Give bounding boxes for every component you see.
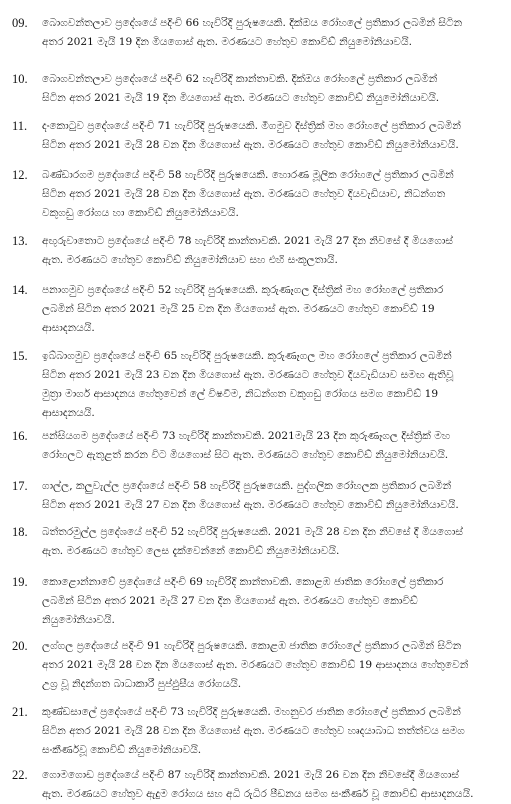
entry-number: 13. <box>12 234 28 248</box>
entry-text-line: ඇත. මරණයට හේතුව ඇදුම රෝගය සහ අධි රුධිර පීඩනය සමග සංකීර්ණ වූ කොවිඩ් ආසාදනයයි. <box>42 788 474 800</box>
entry-number: 11. <box>12 119 28 133</box>
entry-text-line: සංකීර්ණවූ කොවිඩ් නියුමෝනියාවයි. <box>42 744 202 756</box>
entry-text-line: දංකොටුව ප්‍රදේශයේ පදිංචි 71 හැවිරිදි පුරුෂයෙකි. මීගමුව දිස්ත්‍රික් මහ රෝහලේ ප්‍රතිකාර ලබමින් <box>42 120 461 132</box>
entry-text-line: පනාගමුව ප්‍රදේශයේ පදිංචි 52 හැවිරිදි පුරුෂයෙකි. කුරුණෑගල දිස්ත්‍රික් මහ රෝහලේ ප්‍රතිකාර <box>42 284 444 296</box>
entry-number: 17. <box>12 479 28 493</box>
entry-text <box>42 281 480 338</box>
entry-text-line: ගොමගොඩ ප්‍රදේශයේ පදිංචි 87 හැවිරිදි කාන්තාවකි. 2021 මැයි 26 වන දින නිවසේදී මියගොස් <box>42 769 459 781</box>
entry-text <box>42 70 480 108</box>
entry-text-line: බොගවන්තලාව ප්‍රදේශයේ පදිංචි 66 හැවිරිදි පුරුෂයෙකි. දික්ඔය රෝහලේ ප්‍රතිකාර ලබමින් සිටින <box>42 17 463 29</box>
entry-text-line: ලග්ගල ප්‍රදේශයේ පදිංචි 91 හැවිරිදි පුරුෂයෙකි. කොළඹ ජාතික රෝහලේ ප්‍රතිකාර ලබමින් සිටින <box>42 640 462 652</box>
entry-text <box>42 703 480 760</box>
entry-text <box>42 766 480 804</box>
entry-number: 09. <box>12 16 28 30</box>
entry-text-line: සිටින අතර 2021 මැයි 19 දින මියගොස් ඇත. මරණයට හේතුව කොවිඩ් නියුමෝනියාවයි. <box>42 92 440 104</box>
entry-text-line: කොළොන්නාවේ ප්‍රදේශයේ පදිංචි 69 හැවිරිදි කාන්තාවකි. කොළඹ ජාතික රෝහලේ ප්‍රතිකාර <box>42 576 444 588</box>
entry-text-line: ගාල්ල, කලුවැල්ල ප්‍රදේශයේ පදිංචි 58 හැවිරිදි පුරුෂයෙකි. පුද්ගලික රෝහලක ප්‍රතිකාර ලබමින් <box>42 480 452 492</box>
entry-text-line: ආසාදනයයි. <box>42 407 95 419</box>
entry-text <box>42 477 480 515</box>
entry-text <box>42 523 480 561</box>
entry-text-line: රෝහලට ඇතුළත් කරන විට මියගොස් සිට ඇත. මරණයට හේතුව කොවිඩ් නියුමෝනියාවයි. <box>42 449 449 461</box>
entry-number: 16. <box>12 429 28 443</box>
entry-number: 14. <box>12 283 28 297</box>
entry-text-line: පන්සියගම ප්‍රදේශයේ පදිංචි 73 හැවිරිදි කාන්තාවකි. 2021මැයි 23 දින කුරුණෑගල දිස්ත්‍රික් මහ <box>42 430 451 442</box>
entry-text-line: සිටින අතර 2021 මැයි 27 වන දින මියගොස් ඇත. මරණයට හේතුව කොවිඩ් නියුමෝනියාවයි. <box>42 499 459 511</box>
entry-text-line: නියුමෝනියාවයි. <box>42 614 115 626</box>
entry-text-line: ආසාදනයයි. <box>42 322 95 334</box>
entry-text-line: ඉබ්බාගමුව ප්‍රදේශයේ පදිංචි 65 හැවිරිදි පුරුෂයෙකි. කුරුණෑගල මහ රෝහලේ ප්‍රතිකාර ලබමින් <box>42 350 452 362</box>
entry-text-line: සිටින අතර 2021 මැයි 28 වන දින මියගොස් ඇත. මරණයට හේතුව හෘදයාබාධ තත්ත්වය සමග <box>42 725 465 737</box>
entry-text <box>42 347 480 423</box>
entry-text-line: ලබමින් සිටින අතර 2021 මැයි 25 වන දින මියගොස් ඇත. මරණයට හේතුව කොවිඩ් 19 <box>42 303 435 315</box>
entry-text <box>42 166 480 223</box>
entry-text <box>42 14 480 52</box>
entry-text-line: කුණ්ඩසාලේ ප්‍රදේශයේ පදිංචි 73 හැවිරිදි පුරුෂයෙකි. මහනුවර ජාතික රෝහලේ ප්‍රතිකාර ලබමින් <box>42 706 461 718</box>
entry-number: 18. <box>12 525 28 539</box>
entry-text-line: බණ්ඩාරගම ප්‍රදේශයේ පදිංචි 58 හැවිරිදි පුරුෂයෙකි. හොරණ මූලික රෝහලේ ප්‍රතිකාර ලබමින් <box>42 169 454 181</box>
entry-text <box>42 232 480 270</box>
entry-number: 19. <box>12 575 28 589</box>
entry-text-line: වකුගඩු රෝගය හා කොවිඩ් නියුමෝනියාවයි. <box>42 207 239 219</box>
entry-number: 22. <box>12 768 28 782</box>
entry-text-line: සිටින අතර 2021 මැයි 23 වන දින මියගොස් ඇත. මරණයට හේතුව දියවැඩියාව සමඟ ඇතිවූ <box>42 369 454 381</box>
entry-text <box>42 427 480 465</box>
entry-text-line: ඇත. මරණයට හේතුව ලෙස දැක්වෙන්නේ කොවිඩ් නියුමෝනියාවයි. <box>42 545 340 557</box>
entry-number: 12. <box>12 168 28 182</box>
entry-number: 21. <box>12 705 28 719</box>
entry-text-line: අතර 2021 මැයි 19 දින මියගොස් ඇත. මරණයට හේතුව කොවිඩ් නියුමෝනියාවයි. <box>42 36 412 48</box>
entry-text <box>42 573 480 630</box>
entry-text-line: ඇත. මරණයට හේතුව කොවිඩ් නියුමෝනියාව සහ එහි සංකූලතායි. <box>42 254 338 266</box>
entry-text <box>42 637 480 694</box>
entry-text-line: මුත්‍රා මාර්ග ආසාදනය හේතුවෙන් ලේ විෂවීම, නිධන්ගත වකුගඩු රෝගය සමග කොවිඩ් 19 <box>42 388 439 400</box>
entry-number: 10. <box>12 72 28 86</box>
entry-text <box>42 117 480 155</box>
entry-text-line: අඟුරුවාතොට ප්‍රදේශයේ පදිංචි 78 හැවිරිදි කාන්තාවකි. 2021 මැයි 27 දින නිවසේ දී මියගොස් <box>42 235 453 247</box>
entry-text-line: බොගවන්තලාව ප්‍රදේශයේ පදිංචි 62 හැවිරිදි කාන්තාවකි. දික්ඔය රෝහලේ ප්‍රතිකාර ලබමින් <box>42 73 438 85</box>
entry-text-line: උග්‍ර වූ නිදන්ගත බාධාකාරී පුප්ඵුසීය රෝගයයි. <box>42 678 242 690</box>
entry-text-line: ලබමින් සිටින අතර 2021 මැයි 27 වන දින මියගොස් ඇත. මරණයට හේතුව කොවිඩ් <box>42 595 418 607</box>
entry-text-line: සිටින අතර 2021 මැයි 28 වන දින මියගොස් ඇත. මරණයට හේතුව කොවිඩ් නියුමෝනියාවයි. <box>42 139 459 151</box>
entry-text-line: අතර 2021 මැයි 28 වන දින මියගොස් ඇත. මරණයට හේතුව කොවිඩ් 19 ආසාදනය හේතුවෙන් <box>42 659 469 671</box>
entry-text-line: සිටින අතර 2021 මැයි 28 වන දින මියගොස් ඇත. මරණයට හේතුව දියවැඩියාව, නිධන්ගත <box>42 188 446 200</box>
entry-number: 20. <box>12 639 28 653</box>
entry-text-line: බත්තරමුල්ල ප්‍රදේශයේ පදිංචි 52 හැවිරිදි පුරුෂයෙකි. 2021 මැයි 28 වන දින නිවසේ දී මියගොස් <box>42 526 463 538</box>
entry-number: 15. <box>12 349 28 363</box>
